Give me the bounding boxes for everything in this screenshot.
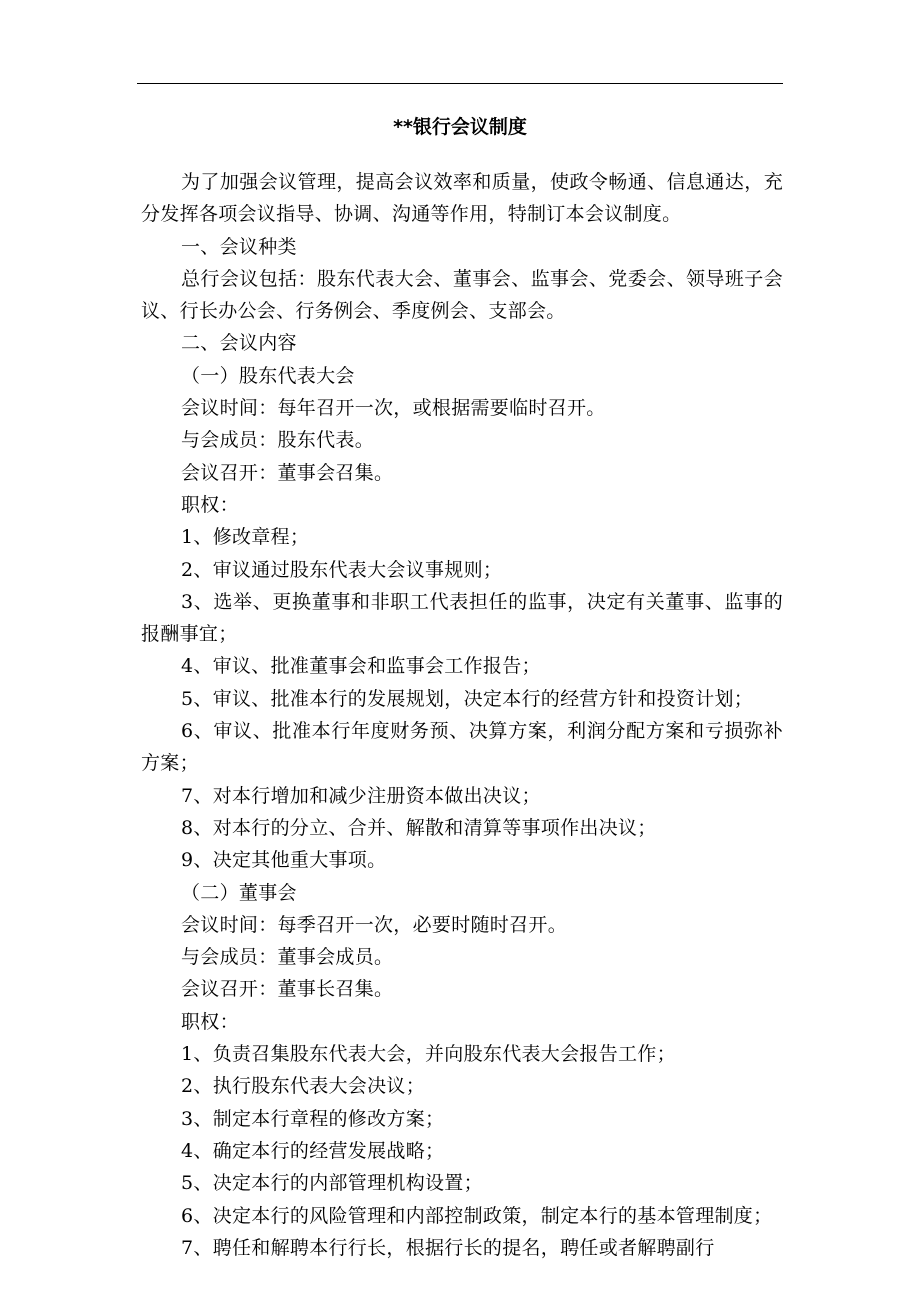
list-item: 6、审议、批准本行年度财务预、决算方案，利润分配方案和亏损弥补方案； (141, 720, 783, 775)
paragraph-meeting-types: 总行会议包括：股东代表大会、董事会、监事会、党委会、领导班子会议、行长办公会、行务例会、季度例会、支部会。 (141, 267, 783, 323)
heading-meeting-types: 一、会议种类 (181, 235, 297, 258)
subheading-shareholders-meeting: （一）股东代表大会 (181, 364, 355, 387)
list-item: 2、执行股东代表大会决议； (181, 1075, 425, 1098)
list-item: 8、对本行的分立、合并、解散和清算等事项作出决议； (181, 816, 657, 839)
document-body (141, 166, 783, 1264)
paragraph-line: 会议时间：每季召开一次，必要时随时召开。 (181, 913, 568, 936)
paragraph-line: 与会成员：股东代表。 (181, 429, 375, 452)
list-item: 3、制定本行章程的修改方案； (181, 1107, 445, 1130)
list-item: 2、审议通过股东代表大会议事规则； (181, 558, 503, 581)
list-item: 5、审议、批准本行的发展规划，决定本行的经营方针和投资计划； (181, 687, 754, 710)
list-item: 1、负责召集股东代表大会，并向股东代表大会报告工作； (181, 1043, 676, 1066)
header-rule (137, 83, 783, 84)
heading-meeting-content: 二、会议内容 (181, 332, 297, 355)
paragraph-line: 职权： (181, 493, 239, 516)
list-item: 4、审议、批准董事会和监事会工作报告； (181, 655, 541, 678)
document-title: **银行会议制度 (393, 116, 527, 138)
paragraph-intro: 为了加强会议管理，提高会议效率和质量，使政令畅通、信息通达，充分发挥各项会议指导、协调、沟通等作用，特制订本会议制度。 (141, 171, 783, 226)
subheading-board-of-directors: （二）董事会 (181, 881, 297, 904)
list-item: 1、修改章程； (181, 526, 310, 549)
list-item: 4、确定本行的经营发展战略； (181, 1139, 445, 1162)
list-item: 5、决定本行的内部管理机构设置； (181, 1172, 483, 1195)
paragraph-line: 会议时间：每年召开一次，或根据需要临时召开。 (181, 397, 606, 420)
paragraph-line: 会议召开：董事会召集。 (181, 461, 394, 484)
list-item: 7、聘任和解聘本行行长，根据行长的提名，聘任或者解聘副行 (181, 1236, 715, 1259)
list-item: 3、选举、更换董事和非职工代表担任的监事，决定有关董事、监事的报酬事宜； (141, 590, 783, 646)
list-item: 9、决定其他重大事项。 (181, 849, 387, 872)
list-item: 6、决定本行的风险管理和内部控制政策，制定本行的基本管理制度； (181, 1204, 773, 1227)
paragraph-line: 职权： (181, 1010, 239, 1033)
paragraph-line: 会议召开：董事长召集。 (181, 978, 394, 1001)
paragraph-line: 与会成员：董事会成员。 (181, 946, 394, 969)
list-item: 7、对本行增加和减少注册资本做出决议； (181, 784, 541, 807)
